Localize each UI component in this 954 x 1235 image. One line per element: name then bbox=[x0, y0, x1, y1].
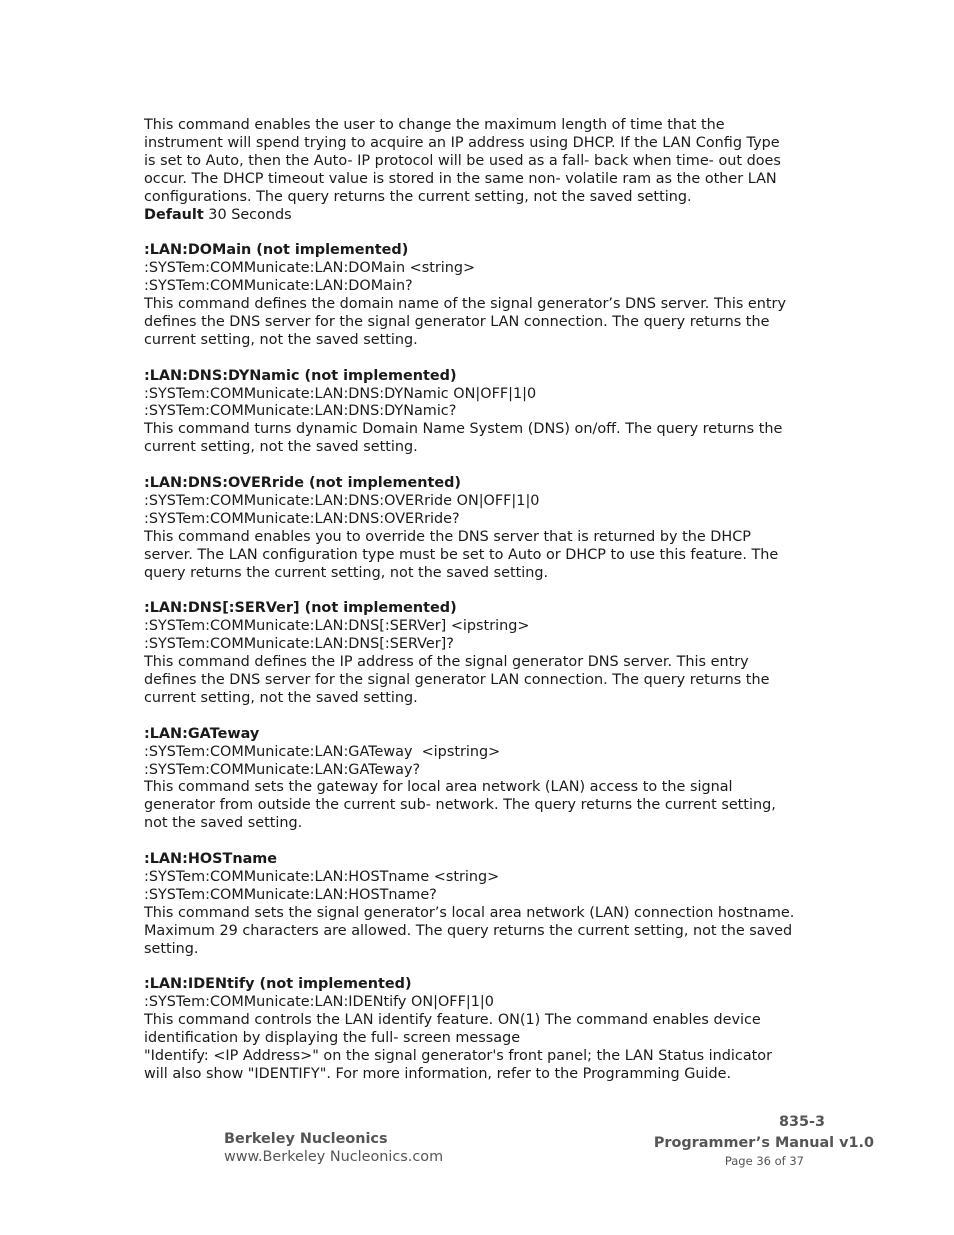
section-line: generator from outside the current sub- network. The query returns the current setting, bbox=[144, 797, 776, 814]
footer-company-block bbox=[224, 1130, 443, 1166]
section-lan-dns-server bbox=[144, 600, 824, 707]
section-line: defines the DNS server for the signal generator LAN connection. The query returns the bbox=[144, 313, 770, 330]
section-heading: :LAN:GATeway bbox=[144, 725, 260, 742]
section-line: not the saved setting. bbox=[144, 815, 303, 832]
section-line: :SYSTem:COMMunicate:LAN:DOMain <string> bbox=[144, 260, 476, 277]
section-line: :SYSTem:COMMunicate:LAN:DOMain? bbox=[144, 278, 413, 295]
section-line: "Identify: <IP Address>" on the signal generator's front panel; the LAN Status indicator bbox=[144, 1048, 773, 1065]
section-lan-domain bbox=[144, 242, 824, 349]
default-line bbox=[144, 207, 824, 225]
section-lan-hostname bbox=[144, 851, 824, 958]
section-lan-dns-override bbox=[144, 475, 824, 582]
page-content bbox=[144, 117, 824, 1084]
intro-line: is set to Auto, then the Auto- IP protocol will be used as a fall- back when time- out does bbox=[144, 152, 781, 169]
section-line: identification by displaying the full- screen message bbox=[144, 1030, 521, 1047]
section-line: This command sets the signal generator’s local area network (LAN) connection hostname. bbox=[144, 904, 795, 921]
footer-company: Berkeley Nucleonics bbox=[224, 1131, 388, 1147]
section-line: Maximum 29 characters are allowed. The query returns the current setting, not the saved bbox=[144, 922, 793, 939]
default-value: 30 Seconds bbox=[203, 206, 292, 223]
section-line: :SYSTem:COMMunicate:LAN:DNS[:SERVer]? bbox=[144, 636, 454, 653]
section-heading: :LAN:IDENtify (not implemented) bbox=[144, 976, 412, 993]
section-line: :SYSTem:COMMunicate:LAN:HOSTname? bbox=[144, 886, 437, 903]
section-line: :SYSTem:COMMunicate:LAN:DNS[:SERVer] <ipstring> bbox=[144, 618, 530, 635]
section-line: current setting, not the saved setting. bbox=[144, 439, 418, 456]
section-line: This command sets the gateway for local area network (LAN) access to the signal bbox=[144, 779, 733, 796]
footer-manual-title: Programmer’s Manual v1.0 bbox=[653, 1135, 874, 1151]
section-heading: :LAN:DNS:OVERride (not implemented) bbox=[144, 475, 462, 492]
section-line: :SYSTem:COMMunicate:LAN:DNS:DYNamic ON|OFF|1|0 bbox=[144, 385, 537, 402]
section-line: defines the DNS server for the signal generator LAN connection. The query returns the bbox=[144, 672, 770, 689]
footer-page-number: Page 36 of 37 bbox=[724, 1154, 804, 1168]
footer-website: www.Berkeley Nucleonics.com bbox=[224, 1149, 444, 1165]
section-line: This command enables you to override the DNS server that is returned by the DHCP bbox=[144, 528, 751, 545]
section-heading: :LAN:DOMain (not implemented) bbox=[144, 242, 409, 259]
section-line: will also show "IDENTIFY". For more information, refer to the Programming Guide. bbox=[144, 1065, 732, 1082]
intro-line: instrument will spend trying to acquire an IP address using DHCP. If the LAN Config Type bbox=[144, 134, 780, 151]
intro-paragraph bbox=[144, 117, 824, 224]
footer-manual-block bbox=[654, 1112, 874, 1168]
default-label: Default bbox=[144, 206, 204, 223]
intro-line: This command enables the user to change the maximum length of time that the bbox=[144, 117, 725, 133]
intro-line: configurations. The query returns the current setting, not the saved setting. bbox=[144, 188, 692, 205]
section-lan-dns-dynamic bbox=[144, 368, 824, 458]
section-line: This command controls the LAN identify feature. ON(1) The command enables device bbox=[144, 1012, 761, 1029]
section-line: :SYSTem:COMMunicate:LAN:GATeway? bbox=[144, 761, 421, 778]
section-line: setting. bbox=[144, 940, 199, 957]
section-line: :SYSTem:COMMunicate:LAN:IDENtify ON|OFF|1|0 bbox=[144, 994, 494, 1011]
section-heading: :LAN:DNS[:SERVer] (not implemented) bbox=[144, 600, 457, 617]
section-line: current setting, not the saved setting. bbox=[144, 689, 418, 706]
section-line: current setting, not the saved setting. bbox=[144, 331, 418, 348]
section-line: :SYSTem:COMMunicate:LAN:HOSTname <string> bbox=[144, 868, 500, 885]
section-heading: :LAN:DNS:DYNamic (not implemented) bbox=[144, 367, 457, 384]
section-line: :SYSTem:COMMunicate:LAN:DNS:DYNamic? bbox=[144, 403, 457, 420]
section-line: This command defines the IP address of the signal generator DNS server. This entry bbox=[144, 654, 749, 671]
intro-line: occur. The DHCP timeout value is stored in the same non- volatile ram as the other LAN bbox=[144, 170, 777, 187]
section-line: This command defines the domain name of the signal generator’s DNS server. This entry bbox=[144, 296, 786, 313]
section-lan-gateway bbox=[144, 726, 824, 833]
section-line: This command turns dynamic Domain Name System (DNS) on/off. The query returns the bbox=[144, 421, 783, 438]
section-heading: :LAN:HOSTname bbox=[144, 851, 278, 868]
footer-model: 835-3 bbox=[778, 1114, 825, 1130]
section-line: :SYSTem:COMMunicate:LAN:DNS:OVERride? bbox=[144, 510, 460, 527]
section-line: :SYSTem:COMMunicate:LAN:DNS:OVERride ON|OFF|1|0 bbox=[144, 492, 540, 509]
section-line: query returns the current setting, not the saved setting. bbox=[144, 564, 549, 581]
section-line: server. The LAN configuration type must be set to Auto or DHCP to use this feature. The bbox=[144, 546, 779, 563]
section-line: :SYSTem:COMMunicate:LAN:GATeway <ipstring> bbox=[144, 743, 501, 760]
section-lan-identify bbox=[144, 976, 824, 1083]
